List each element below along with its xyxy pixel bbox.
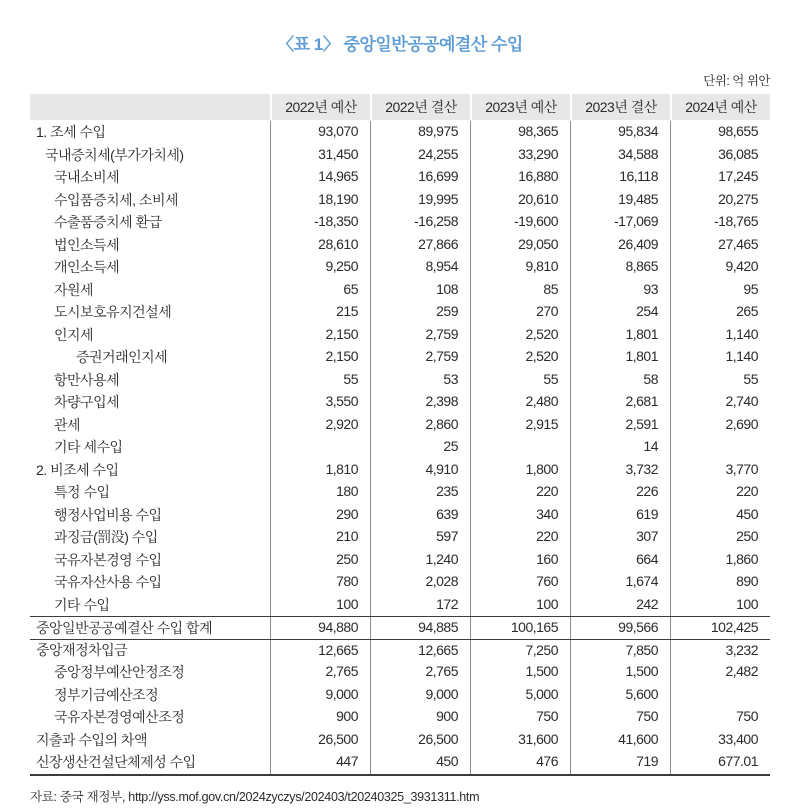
- cell-value: 100: [670, 594, 770, 617]
- row-label: 인지세: [54, 326, 94, 343]
- cell-value: 93,070: [270, 121, 370, 144]
- cell-value: 2,860: [370, 414, 470, 437]
- cell-value: -17,069: [570, 211, 670, 234]
- header-cell-2023-settlement: 2023년 결산: [570, 94, 670, 120]
- cell-value: [670, 436, 770, 459]
- cell-value: 1,810: [270, 459, 370, 482]
- row-label: 신장생산건설단체제성 수입: [36, 754, 196, 771]
- table-row: [30, 729, 770, 752]
- cell-value: 2,520: [470, 346, 570, 369]
- cell-value: 7,250: [470, 640, 570, 662]
- row-label: 행정사업비용 수입: [54, 506, 162, 523]
- cell-value: 900: [370, 706, 470, 729]
- cell-value: 3,232: [670, 640, 770, 662]
- row-label: 수입품증치세, 소비세: [54, 191, 178, 208]
- cell-value: 750: [470, 706, 570, 729]
- cell-value: -19,600: [470, 211, 570, 234]
- table-row: [30, 459, 770, 482]
- cell-value: 26,500: [270, 729, 370, 752]
- cell-value: 53: [370, 369, 470, 392]
- row-label: 1. 조세 수입: [36, 124, 106, 141]
- cell-value: 100: [470, 594, 570, 617]
- cell-value: 677.01: [670, 751, 770, 774]
- table-row: [30, 279, 770, 302]
- cell-value: 5,600: [570, 684, 670, 707]
- row-label: 특정 수입: [54, 484, 110, 501]
- cell-value: 99,566: [570, 617, 670, 639]
- table-row: [30, 661, 770, 684]
- cell-value: -18,350: [270, 211, 370, 234]
- cell-value: 28,610: [270, 234, 370, 257]
- cell-value: 254: [570, 301, 670, 324]
- row-label: 수출품증치세 환급: [54, 214, 162, 231]
- cell-value: 1,240: [370, 549, 470, 572]
- cell-value: 16,880: [470, 166, 570, 189]
- row-label: 국내소비세: [54, 169, 120, 186]
- cell-value: 9,810: [470, 256, 570, 279]
- cell-value: 2,759: [370, 324, 470, 347]
- cell-value: [270, 436, 370, 459]
- row-label: 항만사용세: [54, 371, 120, 388]
- cell-value: 9,000: [370, 684, 470, 707]
- row-label: 2. 비조세 수입: [36, 461, 119, 478]
- row-label: 차량구입세: [54, 394, 120, 411]
- cell-value: 34,588: [570, 144, 670, 167]
- header-cell-2023-budget: 2023년 예산: [470, 94, 570, 120]
- cell-value: 270: [470, 301, 570, 324]
- table-row: [30, 549, 770, 572]
- cell-value: 19,485: [570, 189, 670, 212]
- row-label: 국내증치세(부가가치세): [45, 146, 184, 163]
- table-row: [30, 504, 770, 527]
- cell-value: 2,520: [470, 324, 570, 347]
- cell-value: 2,480: [470, 391, 570, 414]
- row-label: 증권거래인지세: [76, 349, 168, 366]
- cell-value: 9,250: [270, 256, 370, 279]
- row-label: 기타 세수입: [54, 439, 123, 456]
- table-row: [30, 324, 770, 347]
- cell-value: 3,550: [270, 391, 370, 414]
- table-row: [30, 571, 770, 594]
- cell-value: 7,850: [570, 640, 670, 662]
- cell-value: 94,885: [370, 617, 470, 639]
- table-body: [30, 120, 770, 776]
- budget-table: [30, 94, 770, 776]
- cell-value: 1,801: [570, 346, 670, 369]
- cell-value: 250: [270, 549, 370, 572]
- cell-value: 31,600: [470, 729, 570, 752]
- cell-value: 17,245: [670, 166, 770, 189]
- cell-value: 750: [570, 706, 670, 729]
- cell-value: 250: [670, 526, 770, 549]
- cell-value: 2,920: [270, 414, 370, 437]
- cell-value: [470, 436, 570, 459]
- row-label: 중앙정부예산안정조정: [54, 664, 185, 681]
- cell-value: 20,275: [670, 189, 770, 212]
- table-row: [30, 346, 770, 369]
- table-row: [30, 369, 770, 392]
- row-label: 국유자본경영 수입: [54, 551, 162, 568]
- cell-value: 210: [270, 526, 370, 549]
- table-row: [30, 121, 770, 144]
- cell-value: 259: [370, 301, 470, 324]
- table-row: [30, 189, 770, 212]
- cell-value: 8,865: [570, 256, 670, 279]
- cell-value: -16,258: [370, 211, 470, 234]
- cell-value: 2,765: [370, 661, 470, 684]
- cell-value: 2,765: [270, 661, 370, 684]
- cell-value: 265: [670, 301, 770, 324]
- cell-value: 597: [370, 526, 470, 549]
- header-cell-2022-budget: 2022년 예산: [270, 94, 370, 120]
- cell-value: 55: [670, 369, 770, 392]
- cell-value: 2,681: [570, 391, 670, 414]
- cell-value: 4,910: [370, 459, 470, 482]
- table-row: [30, 526, 770, 549]
- cell-value: 2,028: [370, 571, 470, 594]
- row-label: 관세: [54, 416, 81, 433]
- cell-value: [670, 684, 770, 707]
- cell-value: 100,165: [470, 617, 570, 639]
- cell-value: 108: [370, 279, 470, 302]
- cell-value: 160: [470, 549, 570, 572]
- cell-value: 172: [370, 594, 470, 617]
- table-header-row: [30, 94, 770, 120]
- row-label: 개인소득세: [54, 259, 120, 276]
- cell-value: 900: [270, 706, 370, 729]
- cell-value: 5,000: [470, 684, 570, 707]
- cell-value: 2,591: [570, 414, 670, 437]
- row-label: 지출과 수입의 차액: [36, 731, 147, 748]
- cell-value: 95,834: [570, 121, 670, 144]
- cell-value: 2,150: [270, 346, 370, 369]
- cell-value: 9,000: [270, 684, 370, 707]
- cell-value: 307: [570, 526, 670, 549]
- cell-value: 1,800: [470, 459, 570, 482]
- cell-value: 85: [470, 279, 570, 302]
- cell-value: 9,420: [670, 256, 770, 279]
- cell-value: 447: [270, 751, 370, 774]
- cell-value: 27,465: [670, 234, 770, 257]
- cell-value: 100: [270, 594, 370, 617]
- table-row: [30, 436, 770, 459]
- source-note: 자료: 중국 재정부, http://yss.mof.gov.cn/2024zyczys/202403/t20240325_3931311.htm: [30, 789, 480, 804]
- cell-value: 2,690: [670, 414, 770, 437]
- cell-value: 1,674: [570, 571, 670, 594]
- row-label: 도시보호유지건설세: [54, 304, 172, 321]
- cell-value: 619: [570, 504, 670, 527]
- row-label: 정부기금예산조정: [54, 686, 159, 703]
- table-row: [30, 166, 770, 189]
- row-label: 과징금(罰没) 수입: [54, 529, 158, 546]
- cell-value: 14: [570, 436, 670, 459]
- cell-value: 220: [470, 481, 570, 504]
- table-row: [30, 639, 770, 662]
- table-row: [30, 751, 770, 774]
- table-row: [30, 391, 770, 414]
- cell-value: 1,860: [670, 549, 770, 572]
- row-label: 중앙일반공공예결산 수입 합계: [36, 619, 213, 636]
- table-row: [30, 256, 770, 279]
- table-row: [30, 144, 770, 167]
- cell-value: 12,665: [370, 640, 470, 662]
- cell-value: 215: [270, 301, 370, 324]
- table-row: [30, 616, 770, 639]
- cell-value: -18,765: [670, 211, 770, 234]
- cell-value: 16,699: [370, 166, 470, 189]
- cell-value: 242: [570, 594, 670, 617]
- cell-value: 2,915: [470, 414, 570, 437]
- cell-value: 20,610: [470, 189, 570, 212]
- cell-value: 1,140: [670, 346, 770, 369]
- cell-value: 26,500: [370, 729, 470, 752]
- cell-value: 14,965: [270, 166, 370, 189]
- cell-value: 220: [670, 481, 770, 504]
- table-row: [30, 481, 770, 504]
- table-row: [30, 706, 770, 729]
- cell-value: 1,500: [570, 661, 670, 684]
- table-row: [30, 301, 770, 324]
- cell-value: 16,118: [570, 166, 670, 189]
- cell-value: 2,150: [270, 324, 370, 347]
- cell-value: 95: [670, 279, 770, 302]
- cell-value: 1,140: [670, 324, 770, 347]
- cell-value: 290: [270, 504, 370, 527]
- cell-value: 450: [670, 504, 770, 527]
- cell-value: 58: [570, 369, 670, 392]
- row-label: 법인소득세: [54, 236, 120, 253]
- table-row: [30, 234, 770, 257]
- cell-value: 31,450: [270, 144, 370, 167]
- cell-value: 639: [370, 504, 470, 527]
- row-label: 중앙재정차입금: [36, 642, 128, 659]
- header-cell-empty: [30, 94, 270, 120]
- row-label: 국유자산사용 수입: [54, 574, 162, 591]
- cell-value: 93: [570, 279, 670, 302]
- cell-value: 2,482: [670, 661, 770, 684]
- cell-value: 102,425: [670, 617, 770, 639]
- cell-value: 25: [370, 436, 470, 459]
- row-label: 자원세: [54, 281, 94, 298]
- cell-value: 235: [370, 481, 470, 504]
- cell-value: 27,866: [370, 234, 470, 257]
- cell-value: 664: [570, 549, 670, 572]
- cell-value: 94,880: [270, 617, 370, 639]
- cell-value: 98,365: [470, 121, 570, 144]
- cell-value: 2,759: [370, 346, 470, 369]
- unit-label: 단위: 억 위안: [703, 74, 770, 88]
- cell-value: 36,085: [670, 144, 770, 167]
- cell-value: 41,600: [570, 729, 670, 752]
- cell-value: 476: [470, 751, 570, 774]
- cell-value: 98,655: [670, 121, 770, 144]
- cell-value: 220: [470, 526, 570, 549]
- table-row: [30, 211, 770, 234]
- cell-value: 780: [270, 571, 370, 594]
- cell-value: 12,665: [270, 640, 370, 662]
- cell-value: 65: [270, 279, 370, 302]
- cell-value: 2,398: [370, 391, 470, 414]
- cell-value: 33,400: [670, 729, 770, 752]
- header-cell-2022-settlement: 2022년 결산: [370, 94, 470, 120]
- cell-value: 226: [570, 481, 670, 504]
- cell-value: 1,500: [470, 661, 570, 684]
- cell-value: 89,975: [370, 121, 470, 144]
- table-row: [30, 684, 770, 707]
- cell-value: 8,954: [370, 256, 470, 279]
- cell-value: 180: [270, 481, 370, 504]
- cell-value: 750: [670, 706, 770, 729]
- table-row: [30, 594, 770, 617]
- cell-value: 18,190: [270, 189, 370, 212]
- cell-value: 3,770: [670, 459, 770, 482]
- row-label: 국유자본경영예산조정: [54, 709, 185, 726]
- cell-value: 719: [570, 751, 670, 774]
- table-title: 〈표 1〉 중앙일반공공예결산 수입: [277, 35, 523, 54]
- cell-value: 1,801: [570, 324, 670, 347]
- cell-value: 55: [270, 369, 370, 392]
- cell-value: 450: [370, 751, 470, 774]
- cell-value: 890: [670, 571, 770, 594]
- table-row: [30, 414, 770, 437]
- cell-value: 2,740: [670, 391, 770, 414]
- cell-value: 340: [470, 504, 570, 527]
- row-label: 기타 수입: [54, 596, 110, 613]
- cell-value: 3,732: [570, 459, 670, 482]
- cell-value: 19,995: [370, 189, 470, 212]
- cell-value: 55: [470, 369, 570, 392]
- cell-value: 24,255: [370, 144, 470, 167]
- cell-value: 33,290: [470, 144, 570, 167]
- cell-value: 26,409: [570, 234, 670, 257]
- header-cell-2024-budget: 2024년 예산: [670, 94, 770, 120]
- cell-value: 760: [470, 571, 570, 594]
- cell-value: 29,050: [470, 234, 570, 257]
